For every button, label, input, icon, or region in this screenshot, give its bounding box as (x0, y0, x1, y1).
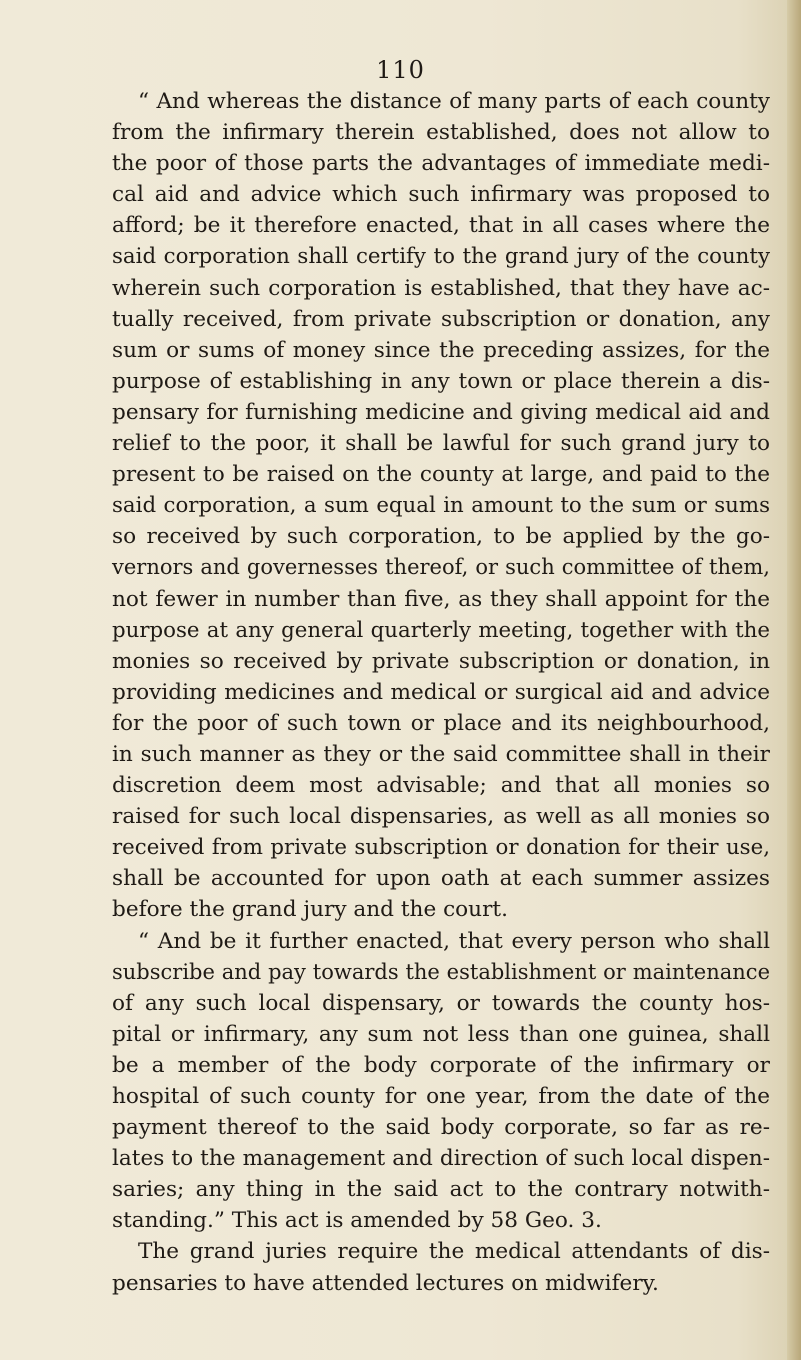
text-line: before the grand jury and the court. (112, 897, 508, 923)
text-line: purpose of establishing in any town or place therein a dis- (112, 368, 770, 394)
text-line: cal aid and advice which such infirmary was proposed to (112, 182, 770, 208)
text-line: The grand juries require the medical attendants of dis- (138, 1239, 770, 1265)
text-line: monies so received by private subscription or donation, in (112, 648, 770, 674)
text-line: discretion deem most advisable; and that all monies so (112, 773, 770, 799)
text-line: providing medicines and medical or surgical aid and advice (112, 679, 770, 705)
text-line: pensaries to have attended lectures on midwifery. (112, 1270, 659, 1296)
text-line: said corporation, a sum equal in amount to the sum or sums (112, 493, 770, 519)
text-line: so received by such corporation, to be applied by the go- (112, 524, 770, 550)
text-line: lates to the management and direction of such local dispen- (112, 1146, 770, 1172)
text-line: raised for such local dispensaries, as well as all monies so (112, 804, 770, 830)
page-number: 110 (376, 56, 425, 84)
text-line: present to be raised on the county at large, and paid to the (112, 462, 770, 488)
text-line: subscribe and pay towards the establishment or maintenance (112, 959, 770, 984)
text-line: sum or sums of money since the preceding assizes, for the (112, 337, 770, 363)
text-line: afford; be it therefore enacted, that in all cases where the (112, 213, 770, 239)
text-line: pital or infirmary, any sum not less than one guinea, shall (112, 1021, 770, 1047)
text-line: payment thereof to the said body corporate, so far as re- (112, 1115, 770, 1141)
text-line: standing.” This act is amended by 58 Geo. 3. (112, 1208, 602, 1234)
text-line: relief to the poor, it shall be lawful for such grand jury to (112, 431, 770, 457)
text-line: said corporation shall certify to the grand jury of the county (112, 244, 770, 270)
text-line: received from private subscription or donation for their use, (112, 835, 770, 861)
text-line: hospital of such county for one year, from the date of the (112, 1084, 770, 1109)
text-line: for the poor of such town or place and its neighbourhood, (112, 710, 770, 736)
page-edge-shadow (787, 0, 801, 1360)
text-line: be a member of the body corporate of the infirmary or (112, 1052, 770, 1078)
text-line: saries; any thing in the said act to the contrary notwith- (112, 1177, 770, 1203)
text-line: not fewer in number than five, as they shall appoint for the (112, 586, 770, 612)
text-line: purpose at any general quarterly meeting, together with the (112, 617, 770, 643)
text-line: in such manner as they or the said committee shall in their (112, 741, 770, 767)
text-line: pensary for furnishing medicine and giving medical aid and (112, 399, 770, 425)
text-line: tually received, from private subscription or donation, any (112, 306, 770, 332)
text-line: “ And whereas the distance of many parts of each county (138, 89, 770, 114)
text-line: the poor of those parts the advantages of immediate medi- (112, 151, 770, 177)
text-line: shall be accounted for upon oath at each summer assizes (112, 866, 770, 892)
text-line: “ And be it further enacted, that every person who shall (138, 928, 770, 954)
text-line: wherein such corporation is established, that they have ac- (112, 275, 770, 301)
text-line: vernors and governesses thereof, or such committee of them, (112, 555, 770, 580)
text-line: of any such local dispensary, or towards the county hos- (112, 990, 770, 1016)
text-line: from the infirmary therein established, does not allow to (112, 120, 770, 146)
body-text (112, 86, 770, 1299)
